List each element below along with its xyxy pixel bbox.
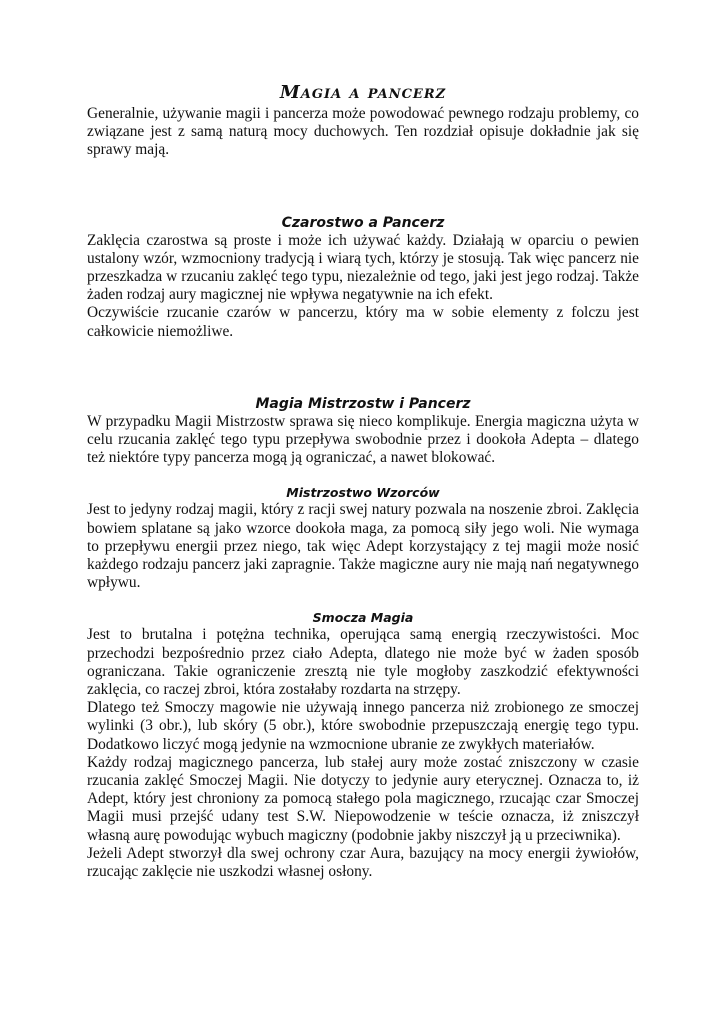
intro-paragraph: Generalnie, używanie magii i pancerza może powodować pewnego rodzaju problemy, co związane jest z samą naturą mocy duchowych. Ten rozdział opisuje dokładnie jak się sprawy mają. xyxy=(87,105,639,159)
subsection-smocza-magia-paragraph-1: Jest to brutalna i potężna technika, operująca samą energią rzeczywistości. Moc przechodzi bezpośrednio przez ciało Adepta, dlatego nie może być w żaden sposób ograniczana. Takie ograniczenie zresztą nie tyle mogłoby zaszkodzić efektywności zaklęcia, co raczej zbroi, która zostałaby rozdarta na strzępy. xyxy=(87,626,639,699)
page-title: Magia a pancerz xyxy=(279,82,447,103)
spacer xyxy=(87,467,639,484)
spacer xyxy=(87,341,639,395)
section-heading-magia-mistrzostw: Magia Mistrzostw i Pancerz xyxy=(255,395,471,412)
spacer xyxy=(87,160,639,214)
subsection-smocza-magia-paragraph-3: Każdy rodzaj magicznego pancerza, lub stałej aury może zostać zniszczony w czasie rzucania zaklęć Smoczej Magii. Nie dotyczy to jedynie aury eterycznej. Oznacza to, iż Adept, który jest chroniony za pomocą stałego pola magicznego, rzucając czar Smoczej Magii musi przejść udany test S.W. Niepowodzenie w teście oznacza, iż zniszczył własną aurę powodując wybuch magiczny (podobnie jakby niszczył ją u przeciwnika). xyxy=(87,753,639,844)
section-heading-czarostwo: Czarostwo a Pancerz xyxy=(281,214,445,231)
section-magia-mistrzostw-intro: W przypadku Magii Mistrzostw sprawa się nieco komplikuje. Energia magiczna użyta w celu rzucania zaklęć tego typu przepływa swobodnie przez i dookoła Adepta – dlatego też niektóre typy pancerza mogą ją ograniczać, a nawet blokować. xyxy=(87,412,639,467)
subsection-heading-mistrzostwo-wzorcow: Mistrzostwo Wzorców xyxy=(286,485,440,501)
document-page xyxy=(87,82,639,881)
subsection-smocza-magia-paragraph-4: Jeżeli Adept stworzył dla swej ochrony czar Aura, bazujący na mocy energii żywiołów, rzucając zaklęcie nie uszkodzi własnej osłony. xyxy=(87,844,639,881)
section-czarostwo-paragraph-2: Oczywiście rzucanie czarów w pancerzu, który ma w sobie elementy z folczu jest całkowicie niemożliwe. xyxy=(87,304,639,340)
section-czarostwo-paragraph-1: Zaklęcia czarostwa są proste i może ich używać każdy. Działają w oparciu o pewien ustalony wzór, wzmocniony tradycją i wiarą tych, którzy je stosują. Tak więc pancerz nie przeszkadza w rzucaniu zaklęć tego typu, niezależnie od tego, jaki jest jego rodzaj. Także żaden rodzaj aury magicznej nie wpływa negatywnie na ich efekt. xyxy=(87,231,639,304)
subsection-heading-smocza-magia: Smocza Magia xyxy=(312,610,414,626)
subsection-smocza-magia-paragraph-2: Dlatego też Smoczy magowie nie używają innego pancerza niż zrobionego ze smoczej wylinki (3 obr.), lub skóry (5 obr.), które swobodnie przepuszczają energię tego typu. Dodatkowo liczyć mogą jedynie na wzmocnione ubranie ze zwykłych materiałów. xyxy=(87,699,639,753)
spacer xyxy=(87,592,639,609)
subsection-mistrzostwo-wzorcow-text: Jest to jedyny rodzaj magii, który z racji swej natury pozwala na noszenie zbroi. Zaklęcia bowiem splatane są jako wzorce dookoła maga, za pomocą siły jego woli. Nie wymaga to przepływu energii przez niego, tak więc Adept korzystający z tej magii może nosić każdego rodzaju pancerz jaki zapragnie. Także magiczne aury nie mają nań negatywnego wpływu. xyxy=(87,501,639,592)
